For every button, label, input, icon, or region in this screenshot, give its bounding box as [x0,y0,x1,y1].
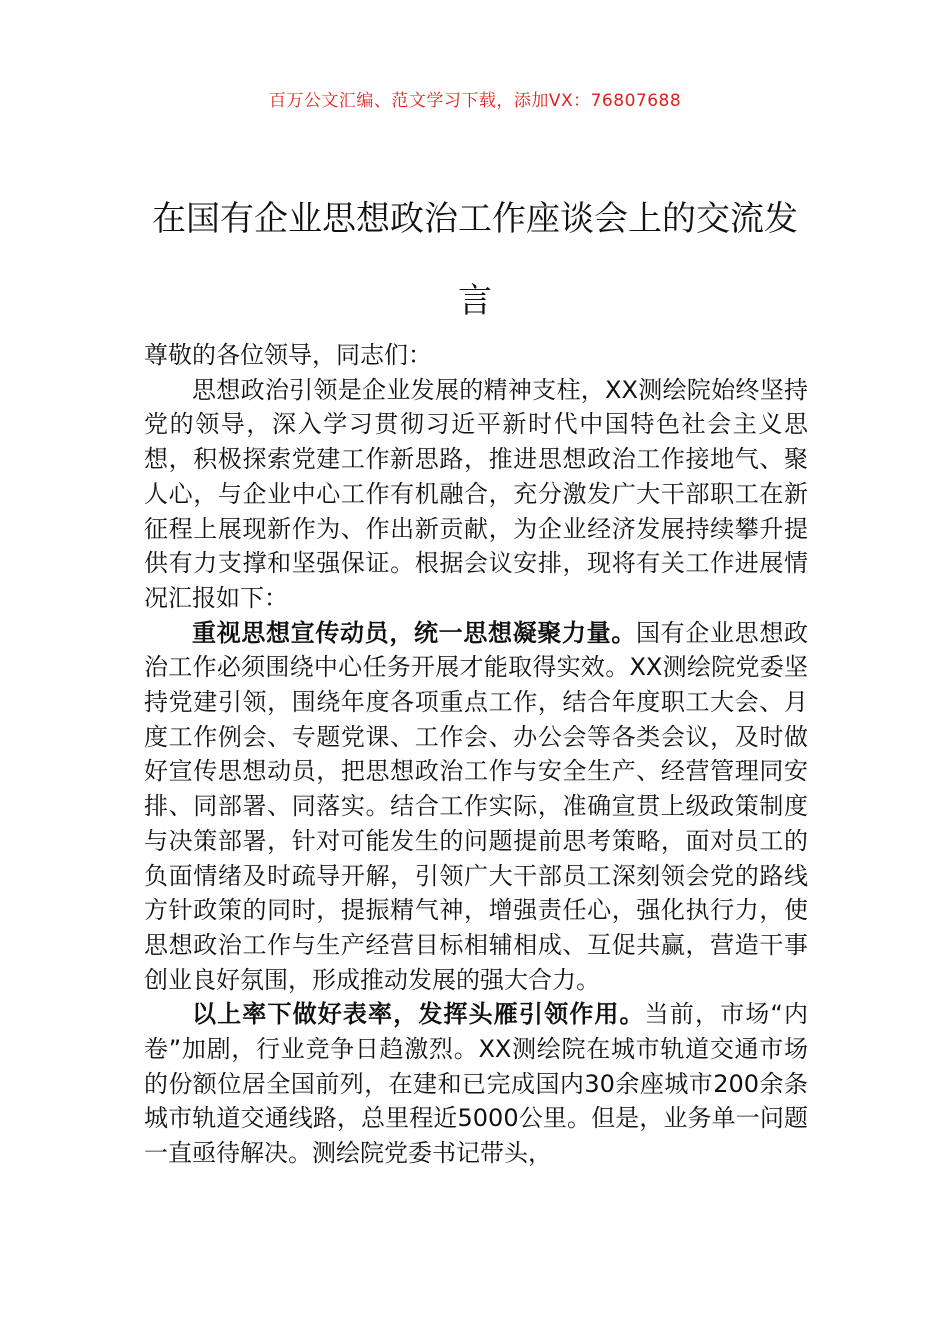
paragraph-section-2 [144,997,808,1171]
document-title: 在国有企业思想政治工作座谈会上的交流发言 [152,199,798,321]
paragraph-section-1 [144,616,808,998]
document-body [144,338,808,1171]
section-2-heading: 以上率下做好表率，发挥头雁引领作用。 [192,1000,645,1029]
salutation: 尊敬的各位领导，同志们： [144,341,432,369]
header-promo-note: 百万公文汇编、范文学习下载，添加VX：76807688 [268,91,682,111]
paragraph-intro-text: 思想政治引领是企业发展的精神支柱，XX测绘院始终坚持党的领导，深入学习贯彻习近平新时代中国特色社会主义思想，积极探索党建工作新思路，推进思想政治工作接地气、聚人心，与企业中心工作有机融合，充分激发广大干部职工在新征程上展现新作为、作出新贡献，为企业经济发展持续攀升提供有力支撑和坚强保证。根据会议安排，现将有关工作进展情况汇报如下： [144,375,808,612]
section-2-text: 当前，市场“内卷”加剧，行业竞争日趋激烈。XX测绘院在城市轨道交通市场的份额位居全国前列，在建和已完成国内30余座城市200余条城市轨道交通线路，总里程近5000公里。但是，业务单一问题一直亟待解决。测绘院党委书记带头， [144,1000,808,1168]
section-1-text: 国有企业思想政治工作必须围绕中心任务开展才能取得实效。XX测绘院党委坚持党建引领，围绕年度各项重点工作，结合年度职工大会、月度工作例会、专题党课、工作会、办公会等各类会议，及时做好宣传思想动员，把思想政治工作与安全生产、经营管理同安排、同部署、同落实。结合工作实际，准确宣贯上级政策制度与决策部署，针对可能发生的问题提前思考策略，面对员工的负面情绪及时疏导开解，引领广大干部员工深刻领会党的路线方针政策的同时，提振精气神，增强责任心，强化执行力，使思想政治工作与生产经营目标相辅相成、互促共赢，营造干事创业良好氛围，形成推动发展的强大合力。 [144,618,808,994]
section-1-heading: 重视思想宣传动员，统一思想凝聚力量。 [192,618,636,647]
paragraph-intro [144,373,808,616]
